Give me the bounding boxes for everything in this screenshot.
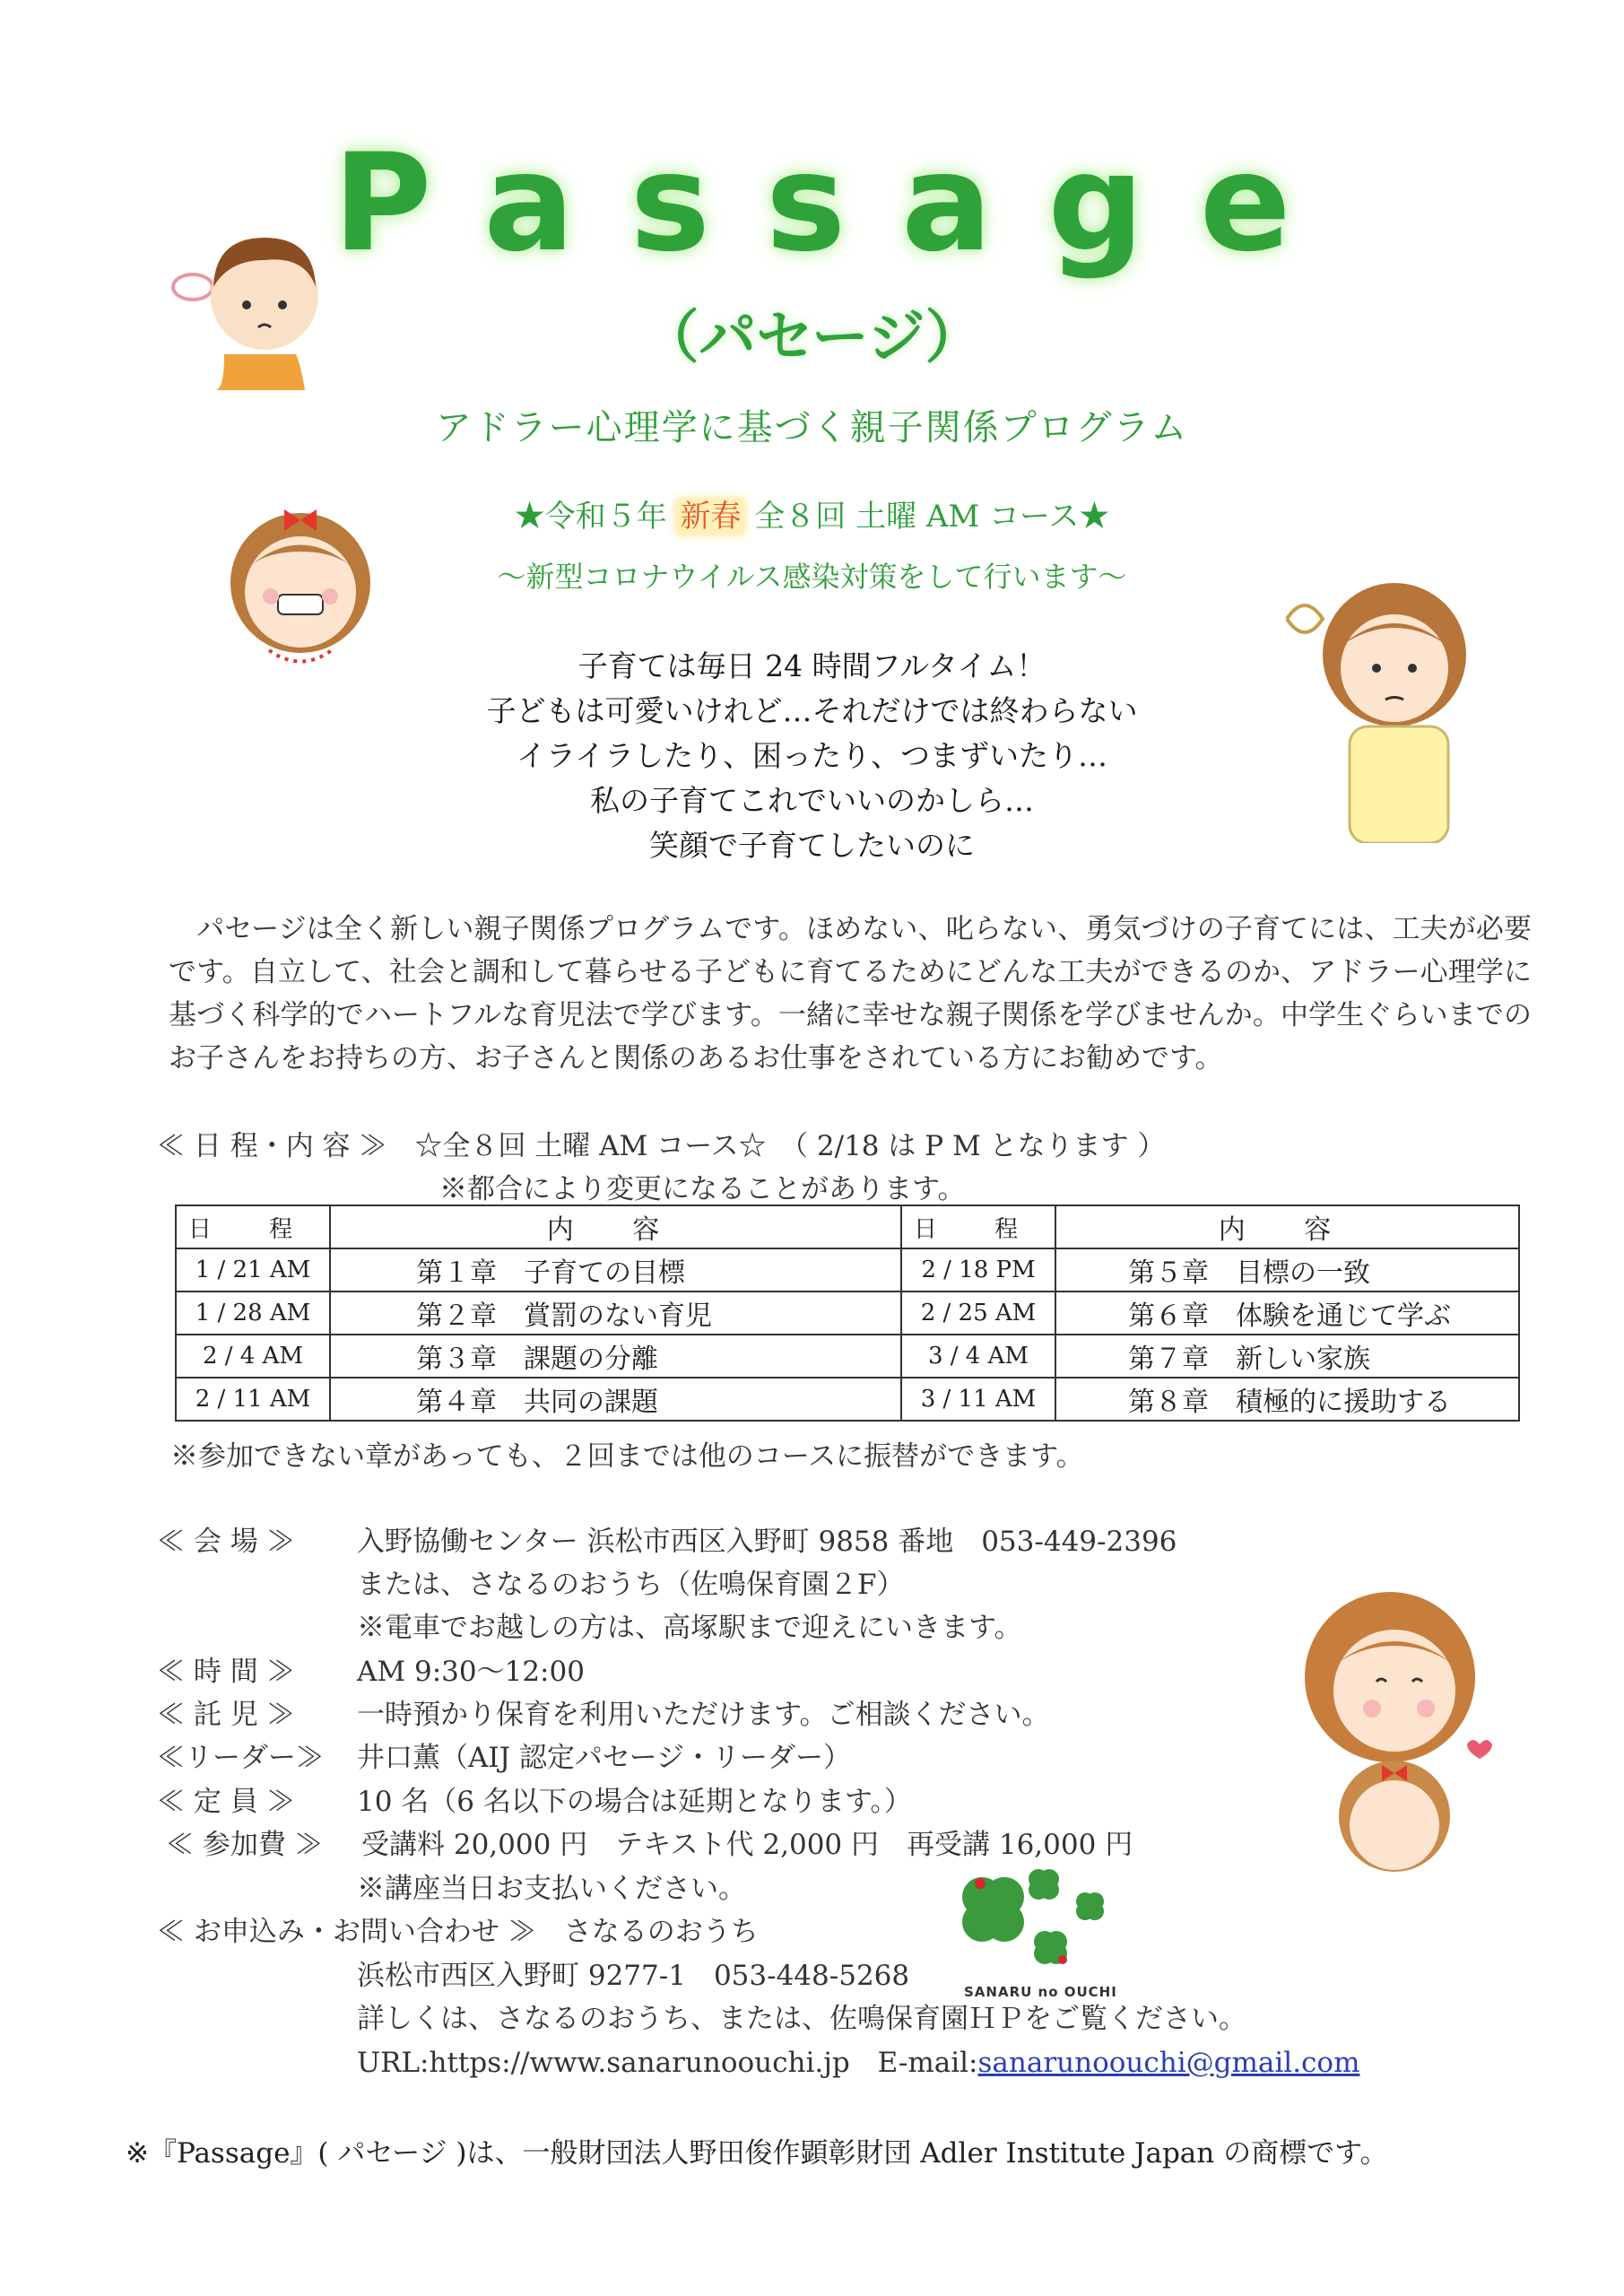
session-date: 2 / 25 AM: [901, 1292, 1055, 1335]
trademark-footer: ※『Passage』( パセージ )は、一般財団法人野田俊作顕彰財団 Adler Institute Japan の商標です。: [126, 2137, 1388, 2170]
url-text: URL:https://www.sanarunoouchi.jp E-mail:: [357, 2047, 978, 2079]
course-pre: ★令和５年: [514, 499, 677, 535]
poem-line: 子育ては毎日 24 時間フルタイム！: [578, 648, 1046, 683]
contact-url-line: [357, 2039, 1359, 2080]
session-date: 3 / 11 AM: [901, 1378, 1055, 1421]
session-chapter: 第５章 目標の一致: [1055, 1248, 1519, 1292]
intro-text: パセージは全く新しい親子関係プログラムです。ほめない、叱らない、勇気づけの子育てには、工夫が必要です。自立して、社会と調和して暮らせる子どもに育てるためにどんな工夫ができるのか、アドラー心理学に基づく科学的でハートフルな育児法で学びます。一緒に幸せな親子関係を学びませんか。中学生ぐらいまでのお子さんをお持ちの方、お子さんと関係のあるお仕事をされている方にお勧めです。: [169, 913, 1532, 1074]
contact-address: 浜松市西区入野町 9277-1 053-448-5268: [357, 1960, 910, 1992]
capacity-value: 10 名（6 名以下の場合は延期となります。）: [357, 1786, 912, 1818]
table-header-row: [176, 1205, 1519, 1248]
poem-line: 子どもは可愛いけれど…それだけでは終わらない: [486, 693, 1138, 728]
clover-logo: [951, 1861, 1121, 1987]
session-chapter: 第１章 子育ての目標: [330, 1248, 901, 1292]
table-row: [176, 1378, 1519, 1421]
childcare-label: ≪ 託 児 ≫: [157, 1699, 295, 1731]
contact-details: 詳しくは、さなるのおうち、または、佐鳴保育園ＨＰをご覧ください。: [357, 2003, 1246, 2035]
venue-line-1: 入野協働センター 浜松市西区入野町 9858 番地 053-449-2396: [357, 1526, 1177, 1558]
session-date: 2 / 18 PM: [901, 1248, 1055, 1292]
leader-label: ≪リーダー≫: [157, 1742, 324, 1774]
session-date: 1 / 21 AM: [176, 1248, 330, 1292]
course-highlight: 新春: [676, 499, 744, 535]
table-row: [176, 1292, 1519, 1335]
childcare-value: 一時預かり保育を利用いただけます。ご相談ください。: [357, 1699, 1050, 1731]
table-row: [176, 1248, 1519, 1292]
intro-paragraph: [169, 908, 1532, 1080]
fee-label: ≪ 参加費 ≫: [166, 1829, 323, 1861]
course-banner: [0, 491, 1624, 535]
title-reading: （パセージ）: [641, 305, 983, 371]
contact-label: ≪ お申込み・お問い合わせ ≫ さなるのおうち: [157, 1916, 759, 1948]
session-chapter: 第８章 積極的に援助する: [1055, 1378, 1519, 1421]
session-chapter: 第２章 賞罰のない育児: [330, 1292, 901, 1335]
time-value: AM 9:30〜12:00: [357, 1656, 585, 1688]
venue-line-2: または、さなるのおうち（佐鳴保育園２F）: [357, 1569, 905, 1601]
mother-and-child-illustration: [1291, 1574, 1511, 1906]
venue-line-3: ※電車でお越しの方は、高塚駅まで迎えにいきます。: [357, 1612, 1022, 1644]
poem-line: 私の子育てこれでいいのかしら…: [590, 783, 1034, 818]
program-subtitle: アドラー心理学に基づく親子関係プログラム: [435, 407, 1189, 448]
session-date: 2 / 4 AM: [176, 1335, 330, 1378]
time-label: ≪ 時 間 ≫: [157, 1656, 295, 1688]
logo-text: SANARU no OUCHI: [964, 1984, 1117, 2000]
schedule-heading: ≪ 日 程・内 容 ≫ ☆全８回 土曜 AM コース☆ （ 2/18 は P M となります ）: [157, 1130, 1166, 1162]
fee-value: 受講料 20,000 円 テキスト代 2,000 円 再受講 16,000 円: [361, 1829, 1133, 1861]
header-content: 内 容: [330, 1205, 901, 1248]
email-link[interactable]: sanarunoouchi@gmail.com: [977, 2047, 1360, 2079]
main-title: Passage: [333, 126, 1347, 282]
schedule-note: ※都合により変更になることがあります。: [439, 1173, 966, 1205]
session-date: 2 / 11 AM: [176, 1378, 330, 1421]
table-row: [176, 1335, 1519, 1378]
venue-label: ≪ 会 場 ≫: [157, 1526, 295, 1558]
course-post: 全８回 土曜 AM コース★: [744, 499, 1110, 535]
fee-note: ※講座当日お支払いください。: [357, 1873, 746, 1905]
capacity-label: ≪ 定 員 ≫: [157, 1786, 295, 1818]
session-chapter: 第３章 課題の分離: [330, 1335, 901, 1378]
poem: [0, 644, 1624, 868]
schedule-table: [175, 1205, 1520, 1422]
poem-line: イライラしたり、困ったり、つまずいたり…: [516, 738, 1107, 773]
session-chapter: 第４章 共同の課題: [330, 1378, 901, 1421]
header-date: 日 程: [901, 1205, 1055, 1248]
session-chapter: 第６章 体験を通じて学ぶ: [1055, 1292, 1519, 1335]
poem-line: 笑顔で子育てしたいのに: [649, 828, 975, 863]
session-chapter: 第７章 新しい家族: [1055, 1335, 1519, 1378]
session-date: 3 / 4 AM: [901, 1335, 1055, 1378]
session-date: 1 / 28 AM: [176, 1292, 330, 1335]
leader-value: 井口薫（AIJ 認定パセージ・リーダー）: [357, 1742, 852, 1774]
transfer-note: ※参加できない章があっても、２回までは他のコースに振替ができます。: [170, 1440, 1084, 1473]
header-date: 日 程: [176, 1205, 330, 1248]
covid-note: 〜新型コロナウイルス感染対策をして行います〜: [497, 560, 1127, 594]
header-content: 内 容: [1055, 1205, 1519, 1248]
